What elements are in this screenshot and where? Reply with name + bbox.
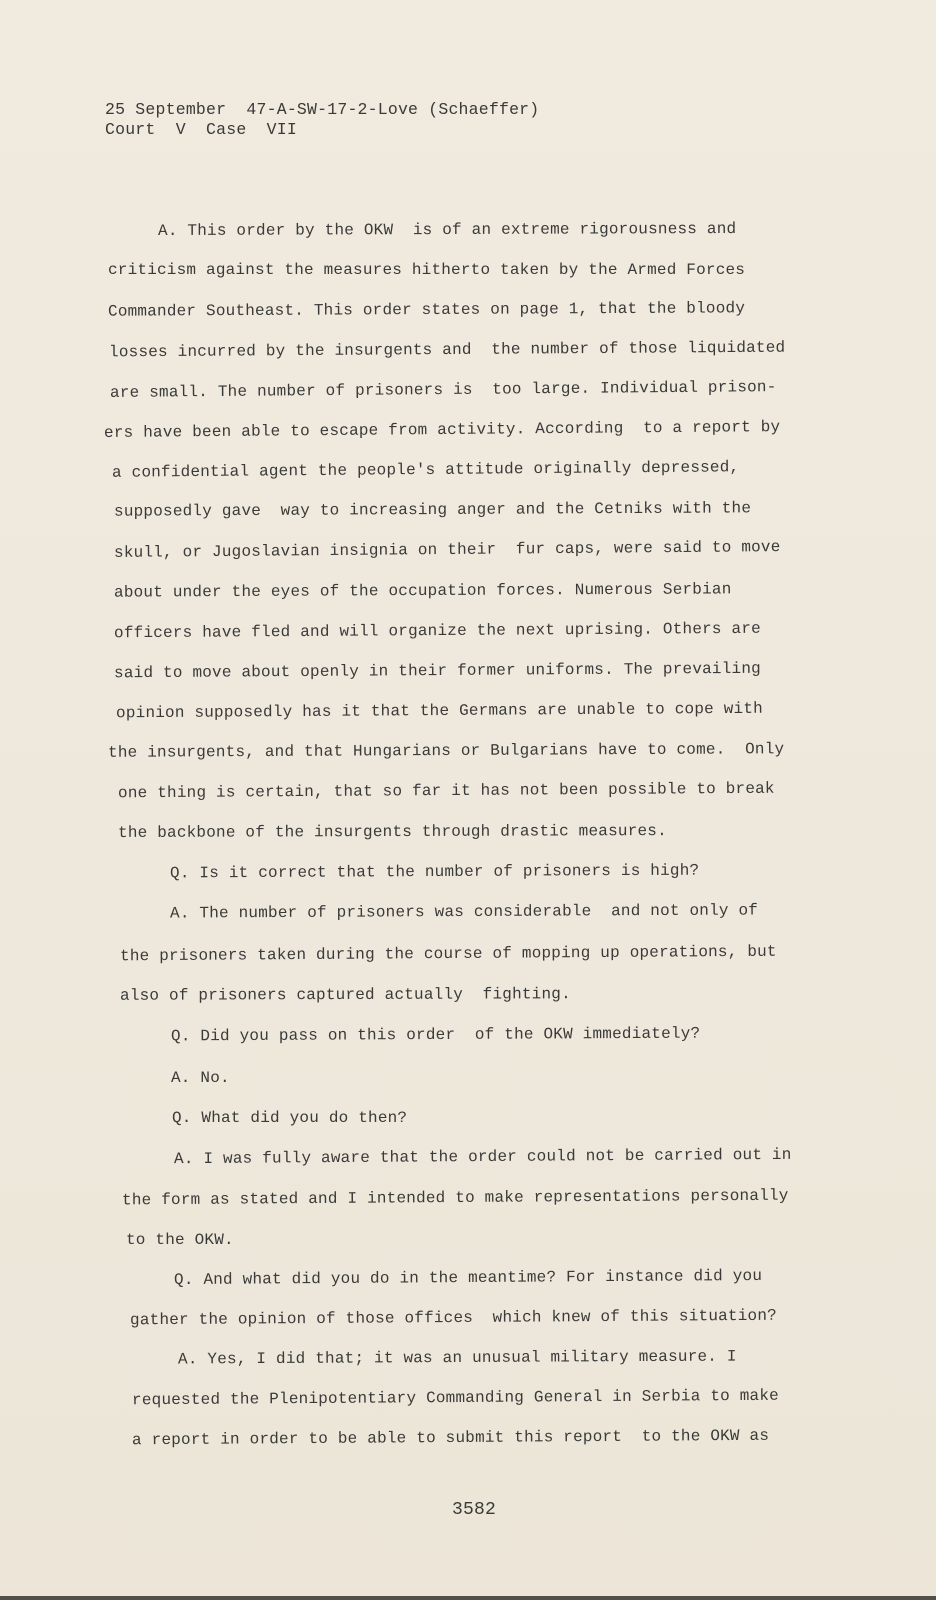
text-line: Commander Southeast. This order states on page 1, that the bloody [107,299,746,321]
text-line: A. The number of prisoners was considerable and not only of [169,901,759,923]
page-number: 3582 [452,1500,497,1520]
text-line: Q. Did you pass on this order of the OKW immediately? [170,1024,701,1046]
text-line: one thing is certain, that so far it has not been possible to break [117,779,775,803]
text-line: losses incurred by the insurgents and the number of those liquidated [108,338,786,362]
text-line: about under the eyes of the occupation forces. Numerous Serbian [113,580,732,602]
text-line: A. Yes, I did that; it was an unusual military measure. I [177,1347,737,1369]
text-line: requested the Plenipotentiary Commanding General in Serbia to make [131,1386,779,1410]
header-court-case: Court V Case VII [105,120,297,139]
text-line: Q. What did you do then? [172,1109,408,1127]
text-line: supposedly gave way to increasing anger and the Cetniks with the [113,499,752,521]
text-line: officers have fled and will organize the next uprising. Others are [113,619,761,643]
text-line: A. I was fully aware that the order could not be carried out in [173,1145,792,1169]
text-line: Q. Is it correct that the number of prisoners is high? [169,861,700,883]
text-line: to the OKW. [126,1231,234,1249]
header-reference: 25 September 47-A-SW-17-2-Love (Schaeffer) [105,100,540,119]
page-bottom-edge [0,1596,936,1600]
text-line: Q. And what did you do in the meantime? For instance did you [173,1266,763,1290]
text-line: the insurgents, and that Hungarians or Bulgarians have to come. Only [107,740,785,762]
text-line: a report in order to be able to submit this report to the OKW as [131,1426,770,1450]
text-line: also of prisoners captured actually fighting. [119,985,571,1005]
text-line: are small. The number of prisoners is too large. Individual prison- [109,378,777,402]
text-line: ers have been able to escape from activity. According to a report by [103,418,781,442]
text-line: gather the opinion of those offices which knew of this situation? [129,1306,777,1330]
text-line: opinion supposedly has it that the Germans are unable to cope with [115,699,763,723]
text-line: A. No. [171,1069,230,1087]
text-line: skull, or Jugoslavian insignia on their fur caps, were said to move [113,538,781,562]
text-line: the prisoners taken during the course of mopping up operations, but [119,942,777,966]
text-line: said to move about openly in their former uniforms. The prevailing [113,659,761,683]
text-line: a confidential agent the people's attitude originally depressed, [111,458,740,482]
text-line: the backbone of the insurgents through drastic measures. [117,822,667,842]
text-line: A. This order by the OKW is of an extreme rigorousness and [157,219,737,241]
text-line: the form as stated and I intended to make representations personally [121,1186,789,1210]
text-line: criticism against the measures hitherto taken by the Armed Forces [108,261,746,279]
